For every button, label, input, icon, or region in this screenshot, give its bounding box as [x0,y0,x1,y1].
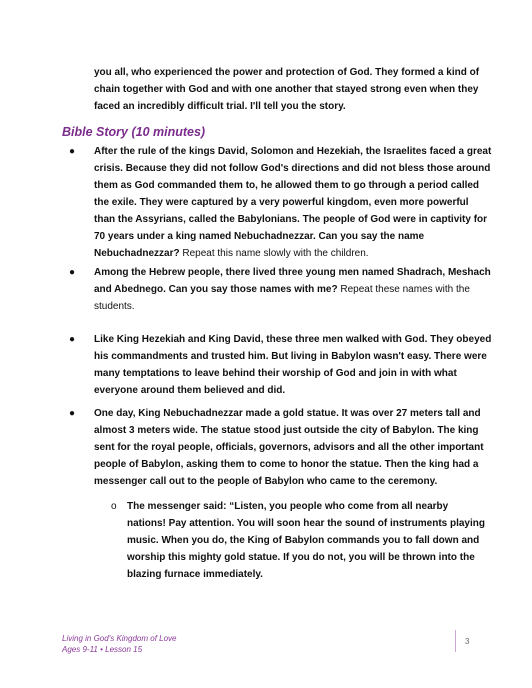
bullet-dot-icon: ● [69,334,76,345]
sub-bullet-text: The messenger said: “Listen, you people who come from all nearby nations! Pay attention. You will soon hear the sound of instruments playing music. When you do, the King of Babylon commands you to fall down and worship this mighty gold statue. If you do not, you will be thrown into the blazing furnace immediately. [127,501,485,580]
page-number: 3 [465,637,470,646]
bullet-dot-icon: ● [69,408,76,419]
intro-paragraph: you all, who experienced the power and protection of God. They formed a kind of chain together with God and with one another that stayed strong even when they faced an incredibly difficult trial. I'll tell you the story. [94,67,480,112]
bullet-bold-text: Like King Hezekiah and King David, these three men walked with God. They obeyed his commandments and trusted him. But living in Babylon wasn't easy. There were many temptations to leave behind their worship of God and join in with what everyone around them believed and did. [94,334,492,396]
bullet-note-text: Repeat this name slowly with the children. [179,248,369,259]
bullet-bold-text: Among the Hebrew people, there lived three young men named Shadrach, Meshach and Abednego. Can you say those names with me? [94,267,491,295]
bullet-bold-text: One day, King Nebuchadnezzar made a gold statue. It was over 27 meters tall and almost 3 meters wide. The statue stood just outside the city of Babylon. The king sent for the royal people, officials, governors, advisors and all the other important people of Babylon, asking them to come to honor the statue. Then the king had a messenger call out to the people of Babylon who came to the ceremony. [94,408,484,487]
footer [62,633,176,655]
bullet-note-text: Repeat these names with the students. [94,284,470,312]
bullet-bold-text: After the rule of the kings David, Solomon and Hezekiah, the Israelites faced a great crisis. Because they did not follow God's directions and did not bless those around them as God commanded them to, he allowed them to go through a period called the exile. They were captured by a very powerful kingdom, even more powerful than the Assyrians, called the Babylonians. The people of God were in captivity for 70 years under a king named Nebuchadnezzar. Can you say the name Nebuchadnezzar? [94,146,492,259]
sub-bullet-marker: o [111,501,117,512]
footer-divider [455,630,456,652]
section-heading: Bible Story (10 minutes) [62,125,206,139]
footer-title: Living in God's Kingdom of Love [62,634,177,643]
bullet-dot-icon: ● [69,267,76,278]
bullet-dot-icon: ● [69,146,76,157]
footer-subtitle: Ages 9-11 • Lesson 15 [62,645,143,654]
